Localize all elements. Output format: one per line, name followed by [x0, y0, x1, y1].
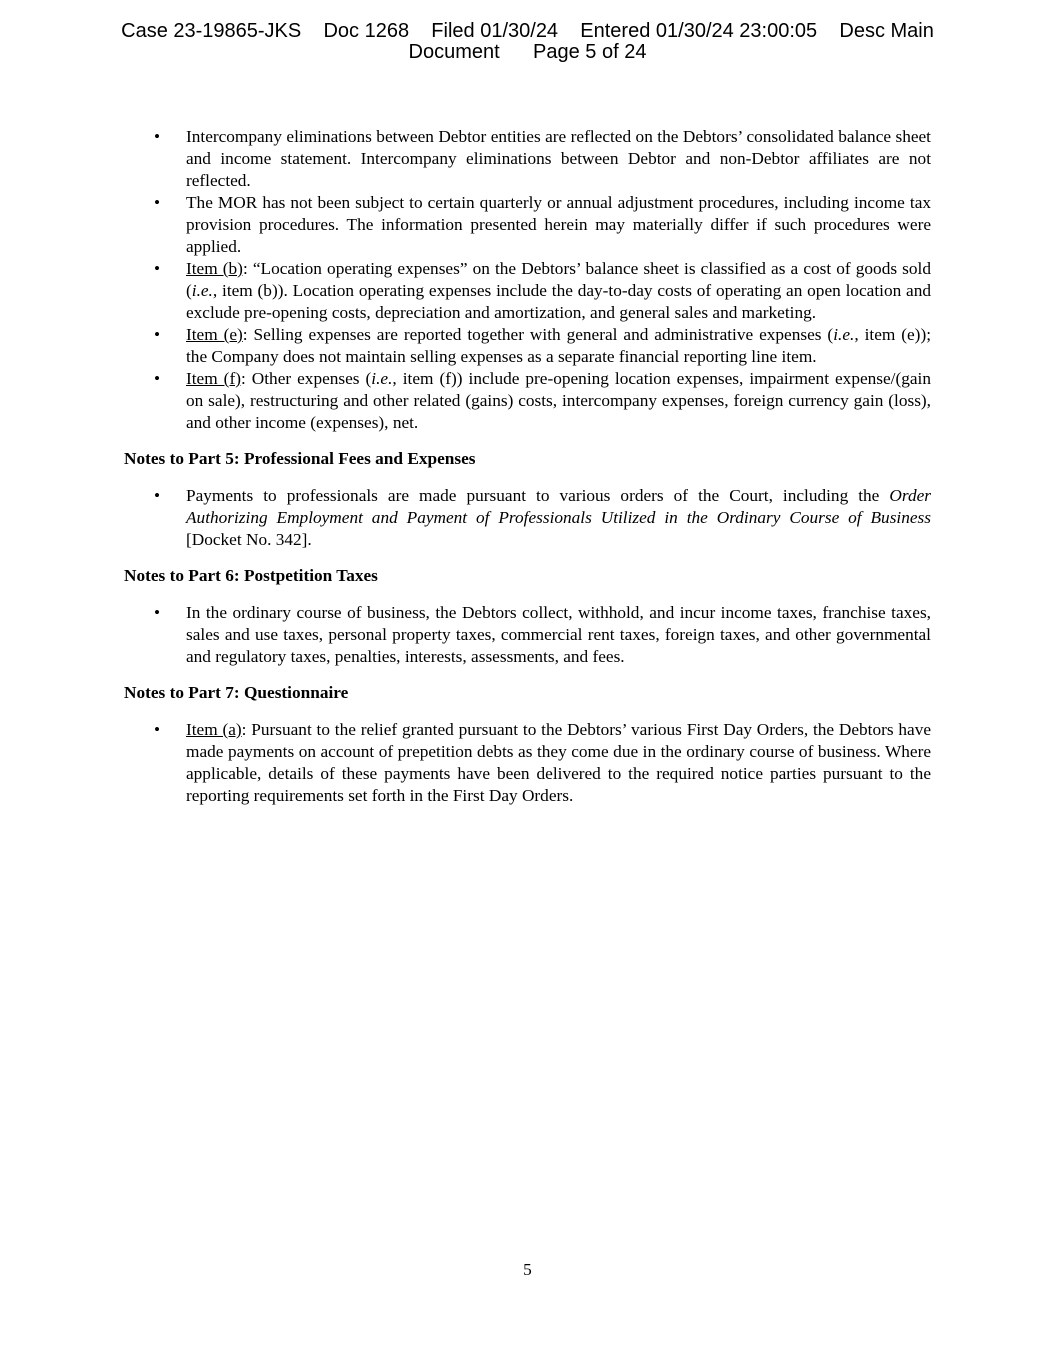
- order-title: Order Authorizing Employment and Payment of Professionals Utilized in the Ordinary Course of Business: [186, 486, 931, 527]
- bullet-icon: •: [154, 325, 161, 344]
- note-text: : Pursuant to the relief granted pursuant to the Debtors’ various First Day Orders, the Debtors have made payments on account of prepetition debts as they come due in the ordinary course of business. Where applicable, details of these payments have been delivered to the required notice parties pursuant to the reporting requirements set forth in the First Day Orders.: [186, 720, 932, 805]
- note-text: , item (b)). Location operating expenses include the day-to-day costs of operating an open location and exclude pre-opening costs, depreciation and amortization, and general sales and marketing.: [186, 281, 931, 322]
- list-item: [124, 485, 931, 551]
- note-text: Intercompany eliminations between Debtor entities are reflected on the Debtors’ consolidated balance sheet and income statement. Intercompany eliminations between Debtor and non-Debtor affiliates are not reflected.: [186, 127, 931, 190]
- list-item: [124, 324, 931, 368]
- part7-notes-list: [124, 719, 931, 807]
- list-item: [124, 368, 931, 434]
- note-text: Payments to professionals are made pursuant to various orders of the Court, including the: [186, 486, 890, 505]
- list-item: [124, 719, 931, 807]
- part6-heading: Notes to Part 6: Postpetition Taxes: [124, 566, 378, 585]
- ie-abbrev: i.e.: [191, 281, 213, 300]
- part6-notes-list: [124, 602, 931, 668]
- ie-abbrev: i.e.: [371, 369, 393, 388]
- part4-notes-list: [124, 126, 931, 434]
- note-text: , item (e)); the Company does not maintain selling expenses as a separate financial reporting line item.: [186, 325, 931, 366]
- list-item: [124, 192, 931, 258]
- item-label: Item (a): [186, 720, 242, 739]
- note-text: [Docket No. 342].: [186, 530, 312, 549]
- ie-abbrev: i.e.: [833, 325, 855, 344]
- filing-stamp-line-1: Case 23-19865-JKS Doc 1268 Filed 01/30/24 Entered 01/30/24 23:00:05 Desc Main: [121, 20, 934, 42]
- document-body: [124, 126, 931, 807]
- note-text: : Selling expenses are reported together with general and administrative expenses (: [242, 325, 834, 344]
- note-text: : Other expenses (: [240, 369, 372, 388]
- note-text: The MOR has not been subject to certain quarterly or annual adjustment procedures, including income tax provision procedures. The information presented herein may materially differ if such procedures were applied.: [186, 193, 931, 256]
- part7-heading: Notes to Part 7: Questionnaire: [124, 683, 349, 702]
- item-label: Item (f): [186, 369, 241, 388]
- part5-notes-list: [124, 485, 931, 551]
- bullet-icon: •: [154, 369, 161, 388]
- bullet-icon: •: [154, 259, 161, 278]
- filing-stamp-line-2: Document Page 5 of 24: [408, 41, 647, 63]
- list-item: [124, 126, 931, 192]
- bullet-icon: •: [154, 486, 161, 505]
- item-label: Item (e): [186, 325, 243, 344]
- bullet-icon: •: [154, 603, 161, 622]
- note-text: : “Location operating expenses” on the Debtors’ balance sheet is classified as a cost of goods sold (: [186, 259, 931, 300]
- list-item: [124, 602, 931, 668]
- list-item: [124, 258, 931, 324]
- bullet-icon: •: [154, 193, 161, 212]
- bullet-icon: •: [154, 720, 161, 739]
- bullet-icon: •: [154, 127, 161, 146]
- item-label: Item (b): [186, 259, 243, 278]
- page-number: 5: [523, 1260, 532, 1279]
- note-text: In the ordinary course of business, the Debtors collect, withhold, and incur income taxes, franchise taxes, sales and use taxes, personal property taxes, commercial rent taxes, foreign taxes, and other governmental and regulatory taxes, penalties, interests, assessments, and fees.: [186, 603, 931, 666]
- part5-heading: Notes to Part 5: Professional Fees and Expenses: [124, 449, 476, 468]
- note-text: , item (f)) include pre-opening location expenses, impairment expense/(gain on sale), restructuring and other related (gains) costs, intercompany expenses, foreign currency gain (loss), and other income (expenses), net.: [186, 369, 931, 432]
